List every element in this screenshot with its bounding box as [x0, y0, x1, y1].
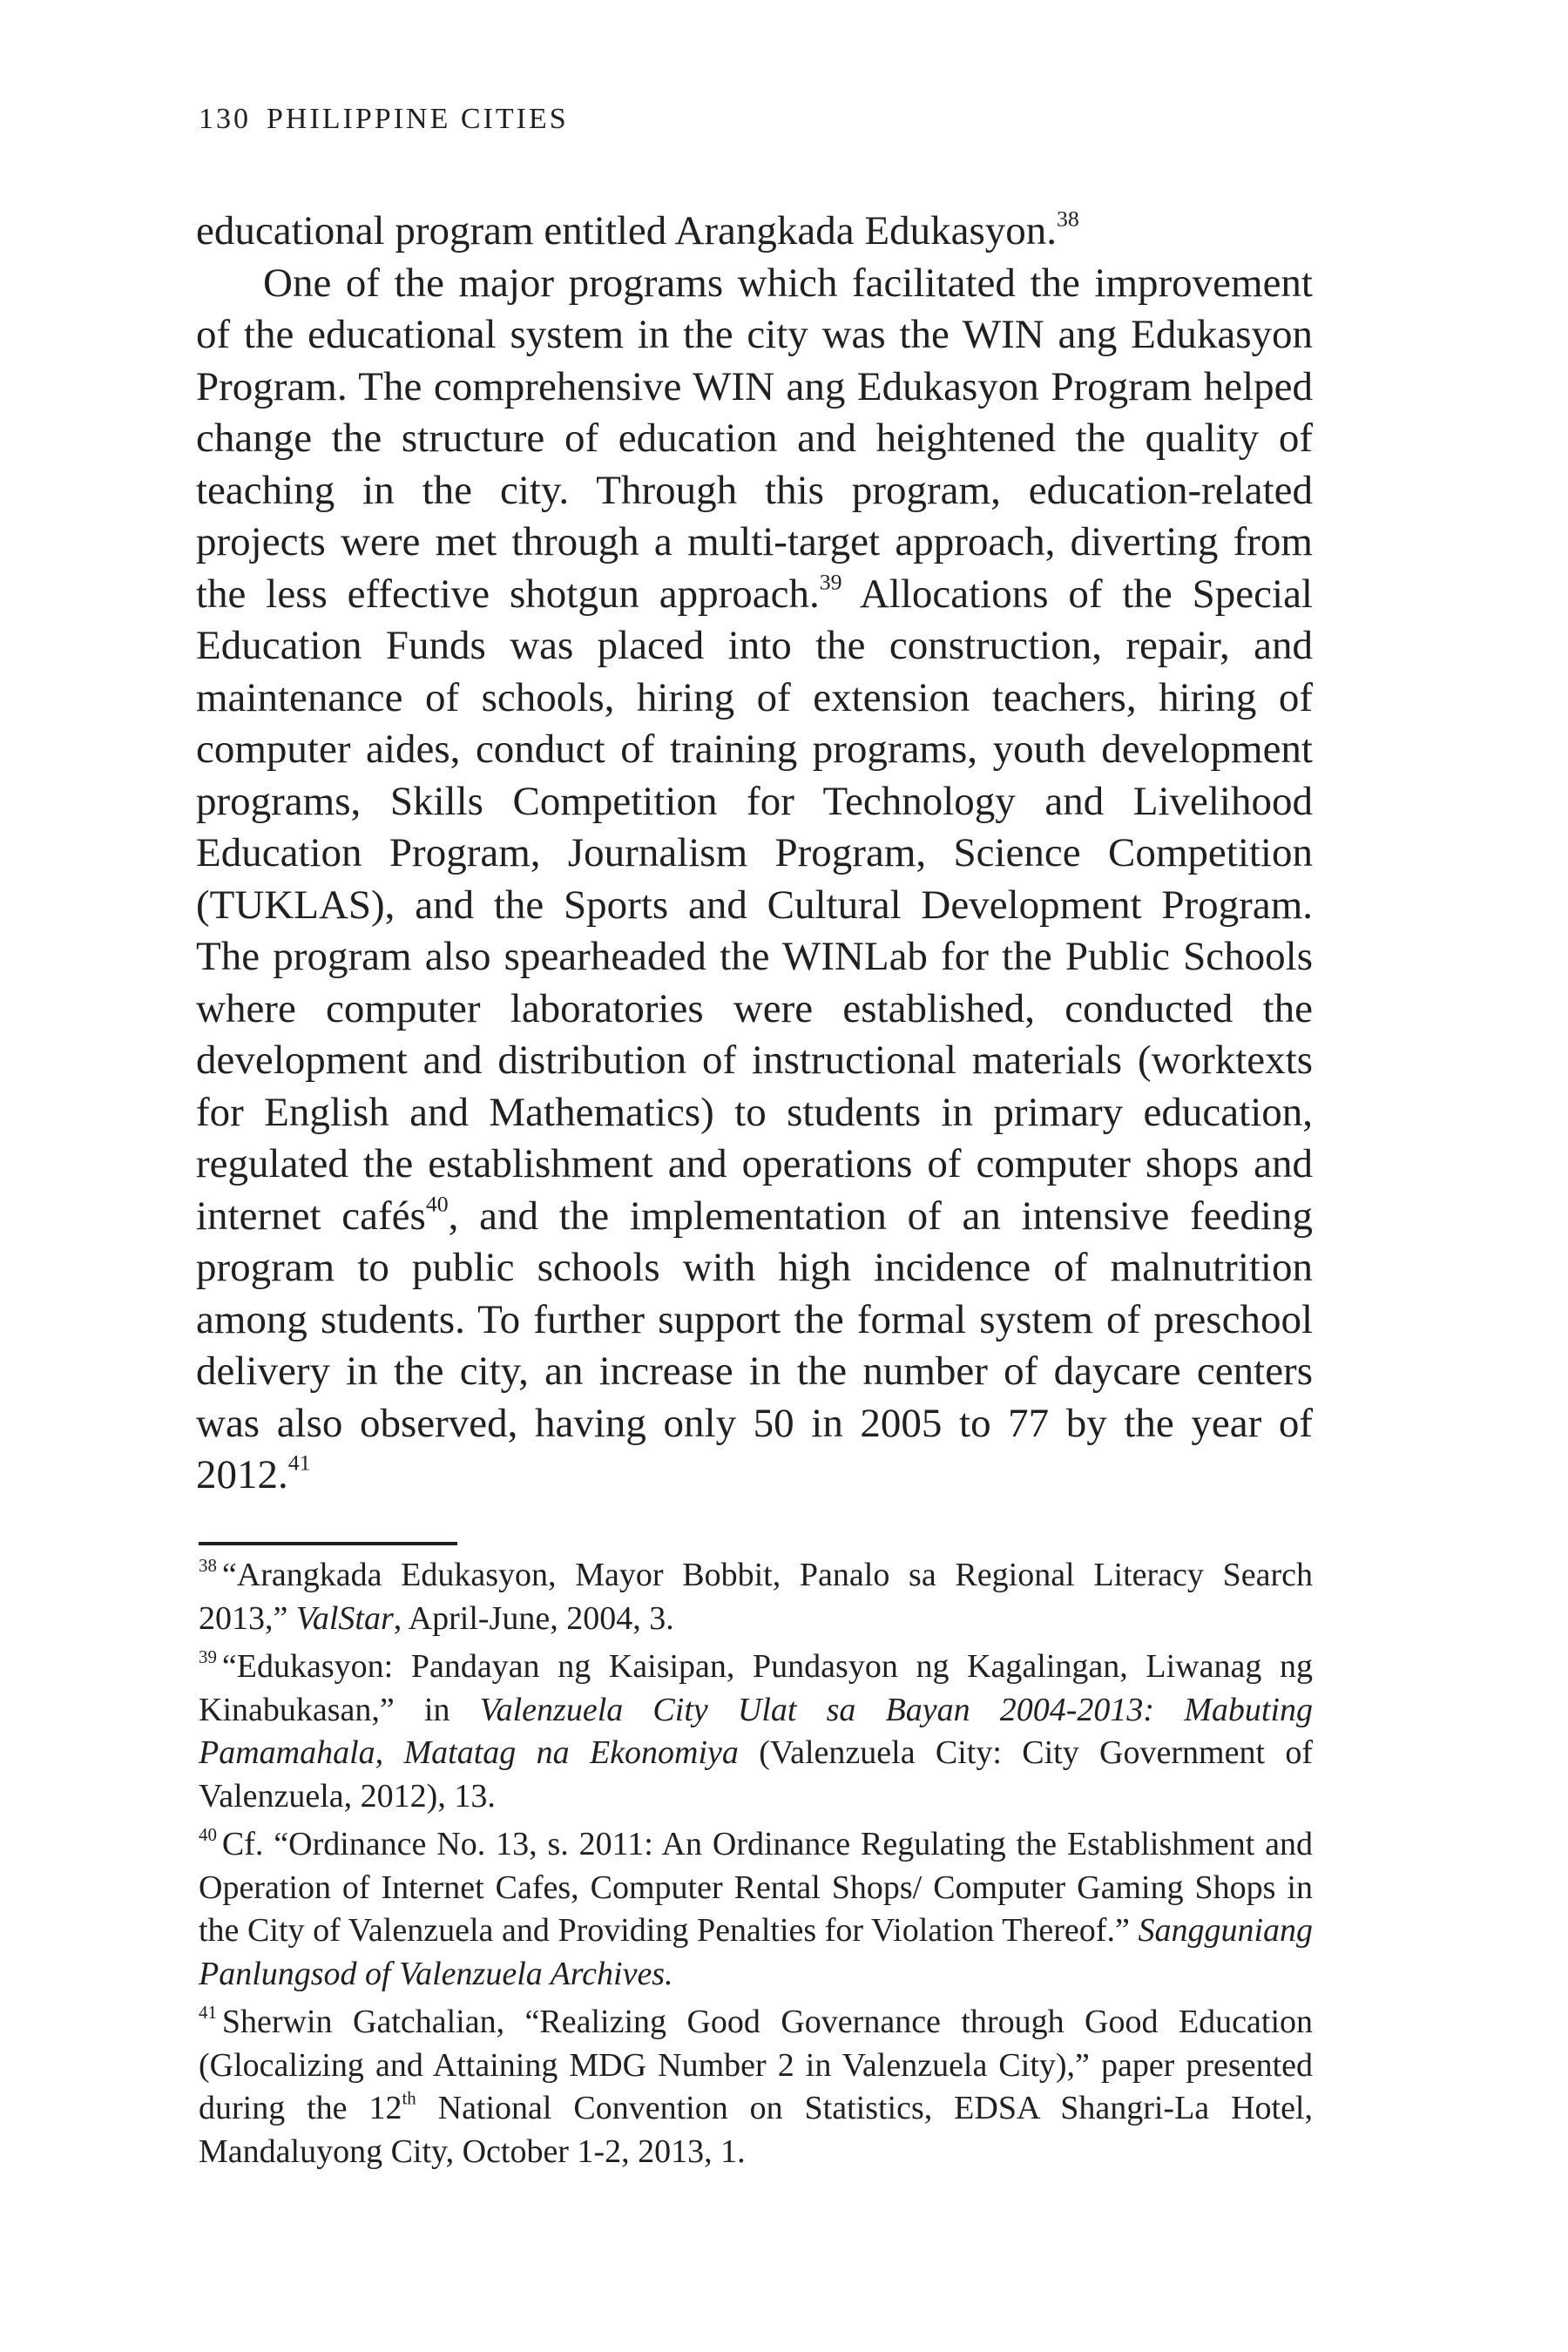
footnote-ref-38[interactable]: 38: [1057, 206, 1079, 232]
ordinal-superscript: th: [402, 2087, 416, 2109]
footnote-ref-40[interactable]: 40: [425, 1190, 449, 1216]
paragraph-text: One of the major programs which facilitated the improvement of the educational system in the city was the WIN ang Edukasyon Program. The comprehensive WIN ang Edukasyon Program helped change the structure of education and heightened the quality of teaching in the city. Through this program, education-related projects were met through a multi-target approach, diverting from the less effective shotgun approach.: [196, 260, 1313, 617]
footnote-text: National Convention on Statistics, EDSA Shangri-La Hotel, Mandaluyong City, October 1-2, 2013, 1.: [199, 2090, 1313, 2170]
running-head: [199, 105, 569, 134]
footnote-text: Sherwin Gatchalian, “Realizing Good Governance through Good Education (Glocalizing and Attaining MDG Number 2 in Valenzuela City),” paper presented during the 12: [199, 2004, 1313, 2126]
paragraph-text: educational program entitled Arangkada Edukasyon.: [196, 208, 1057, 253]
footnote-italic-title: Valenzuela City Ulat sa Bayan 2004-2013: Mabuting Pamamahala, Matatag na Ekonomiya: [199, 1691, 1314, 1771]
footnote-italic-title: Sangguniang Panlungsod of Valenzuela Archives.: [199, 1912, 1313, 1992]
running-title: PHILIPPINE CITIES: [267, 103, 569, 135]
footnote-text: (Valenzuela City: City Government of Valenzuela, 2012), 13.: [199, 1734, 1313, 1815]
paragraph-text: , and the implementation of an intensive feeding program to public schools with high incidence of malnutrition among students. To further support the formal system of preschool delivery in the city, an increase in the number of daycare centers was also observed, having only 50 in 2005 to 77 by the year of 2012.: [196, 1193, 1313, 1497]
footnote-text: “Arangkada Edukasyon, Mayor Bobbit, Panalo sa Regional Literacy Search 2013,”: [199, 1557, 1313, 1637]
footnote-number: 39: [199, 1646, 217, 1668]
paragraph-continuation: [196, 206, 1313, 258]
footnote-38: [199, 1554, 1313, 1640]
main-text: [196, 206, 1313, 1502]
footnote-text: Cf. “Ordinance No. 13, s. 2011: An Ordinance Regulating the Establishment and Operation of Internet Cafes, Computer Rental Shops/ Computer Gaming Shops in the City of Valenzuela and Providing Penalties for Violation Thereof.”: [199, 1826, 1313, 1949]
footnote-divider: [199, 1542, 457, 1545]
paragraph-text: Allocations of the Special Education Funds was placed into the construction, repair, and maintenance of schools, hiring of extension teachers, hiring of computer aides, conduct of training programs, youth development programs, Skills Competition for Technology and Livelihood Education Program, Journalism Program, Science Competition (TUKLAS), and the Sports and Cultural Development Program. The program also spearheaded the WINLab for the Public Schools where computer laboratories were established, conducted the development and distribution of instructional materials (worktexts for English and Mathematics) to students in primary education, regulated the establishment and operations of computer shops and internet cafés: [196, 571, 1313, 1239]
page-number: 130: [199, 103, 251, 135]
footnote-41: [199, 2001, 1313, 2173]
footnote-40: [199, 1823, 1313, 1996]
footnote-italic-title: ValStar: [295, 1599, 394, 1637]
footnote-number: 38: [199, 1555, 217, 1577]
footnotes: [199, 1554, 1313, 2179]
footnote-ref-41[interactable]: 41: [287, 1450, 311, 1476]
footnote-text: “Edukasyon: Pandayan ng Kaisipan, Pundasyon ng Kagalingan, Liwanag ng Kinabukasan,” in: [199, 1648, 1313, 1728]
footnote-text: , April-June, 2004, 3.: [393, 1599, 674, 1637]
footnote-number: 40: [199, 1824, 217, 1846]
footnote-ref-39[interactable]: 39: [819, 568, 842, 594]
footnote-39: [199, 1646, 1313, 1818]
paragraph-win-program: [196, 258, 1313, 1502]
footnote-number: 41: [199, 2002, 217, 2024]
